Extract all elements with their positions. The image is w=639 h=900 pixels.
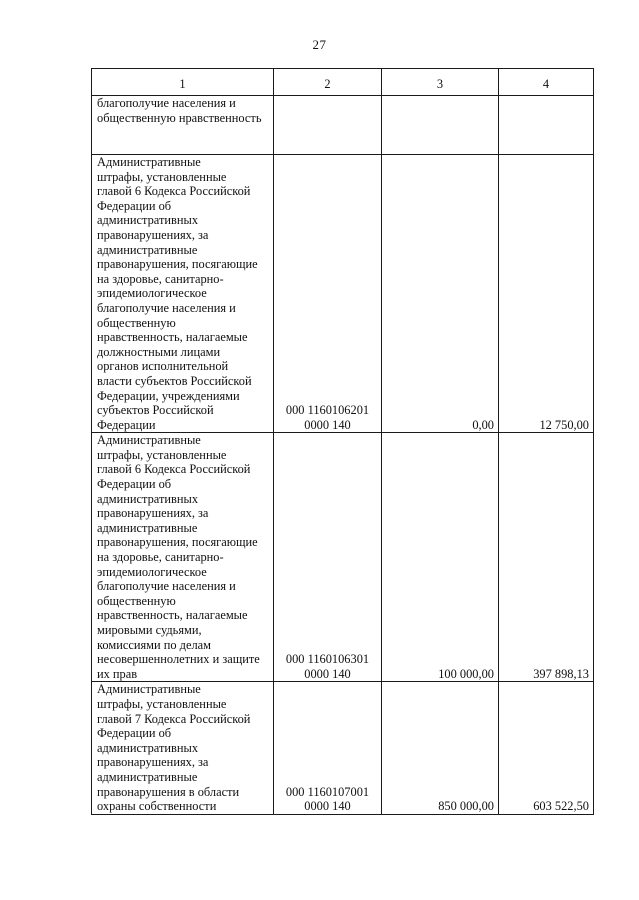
row-name-cell: Административные штрафы, установленные главой 6 Кодекса Российской Федерации об административных правонарушениях, за административные правонарушения, посягающие на здоровье, санитарно- эпидемиологическое благополучие населения и общественную нравственность, налагаемые должностными лицами органов исполнительной власти субъектов Российской Федерации, учреждениями субъектов Российской Федерации [92, 155, 274, 433]
row-value3-cell: 0,00 [382, 155, 499, 433]
row-value3-cell [382, 96, 499, 155]
row-value3-cell: 100 000,00 [382, 433, 499, 682]
row-name-cell: Административные штрафы, установленные главой 6 Кодекса Российской Федерации об административных правонарушениях, за административные правонарушения, посягающие на здоровье, санитарно- эпидемиологическое благополучие населения и общественную нравственность, налагаемые мировыми судьями, комиссиями по делам несовершеннолетних и защите их прав [92, 433, 274, 682]
table-row [92, 96, 594, 155]
revenue-table [91, 68, 594, 815]
row-value4-cell [499, 96, 594, 155]
row-value3-cell: 850 000,00 [382, 682, 499, 814]
table-row [92, 682, 594, 814]
row-code-cell [274, 96, 382, 155]
row-code-cell: 000 1160107001 0000 140 [274, 682, 382, 814]
row-name-cell: благополучие населения и общественную нравственность [92, 96, 274, 155]
table-header-row [92, 69, 594, 96]
row-code-cell: 000 1160106201 0000 140 [274, 155, 382, 433]
table-row [92, 155, 594, 433]
column-header-2: 2 [274, 69, 382, 96]
column-header-3: 3 [382, 69, 499, 96]
table-row [92, 433, 594, 682]
row-value4-cell: 12 750,00 [499, 155, 594, 433]
row-code-cell: 000 1160106301 0000 140 [274, 433, 382, 682]
column-header-4: 4 [499, 69, 594, 96]
page-number: 27 [312, 37, 327, 52]
column-header-1: 1 [92, 69, 274, 96]
row-name-cell: Административные штрафы, установленные главой 7 Кодекса Российской Федерации об административных правонарушениях, за административные правонарушения в области охраны собственности [92, 682, 274, 814]
row-value4-cell: 397 898,13 [499, 433, 594, 682]
row-value4-cell: 603 522,50 [499, 682, 594, 814]
